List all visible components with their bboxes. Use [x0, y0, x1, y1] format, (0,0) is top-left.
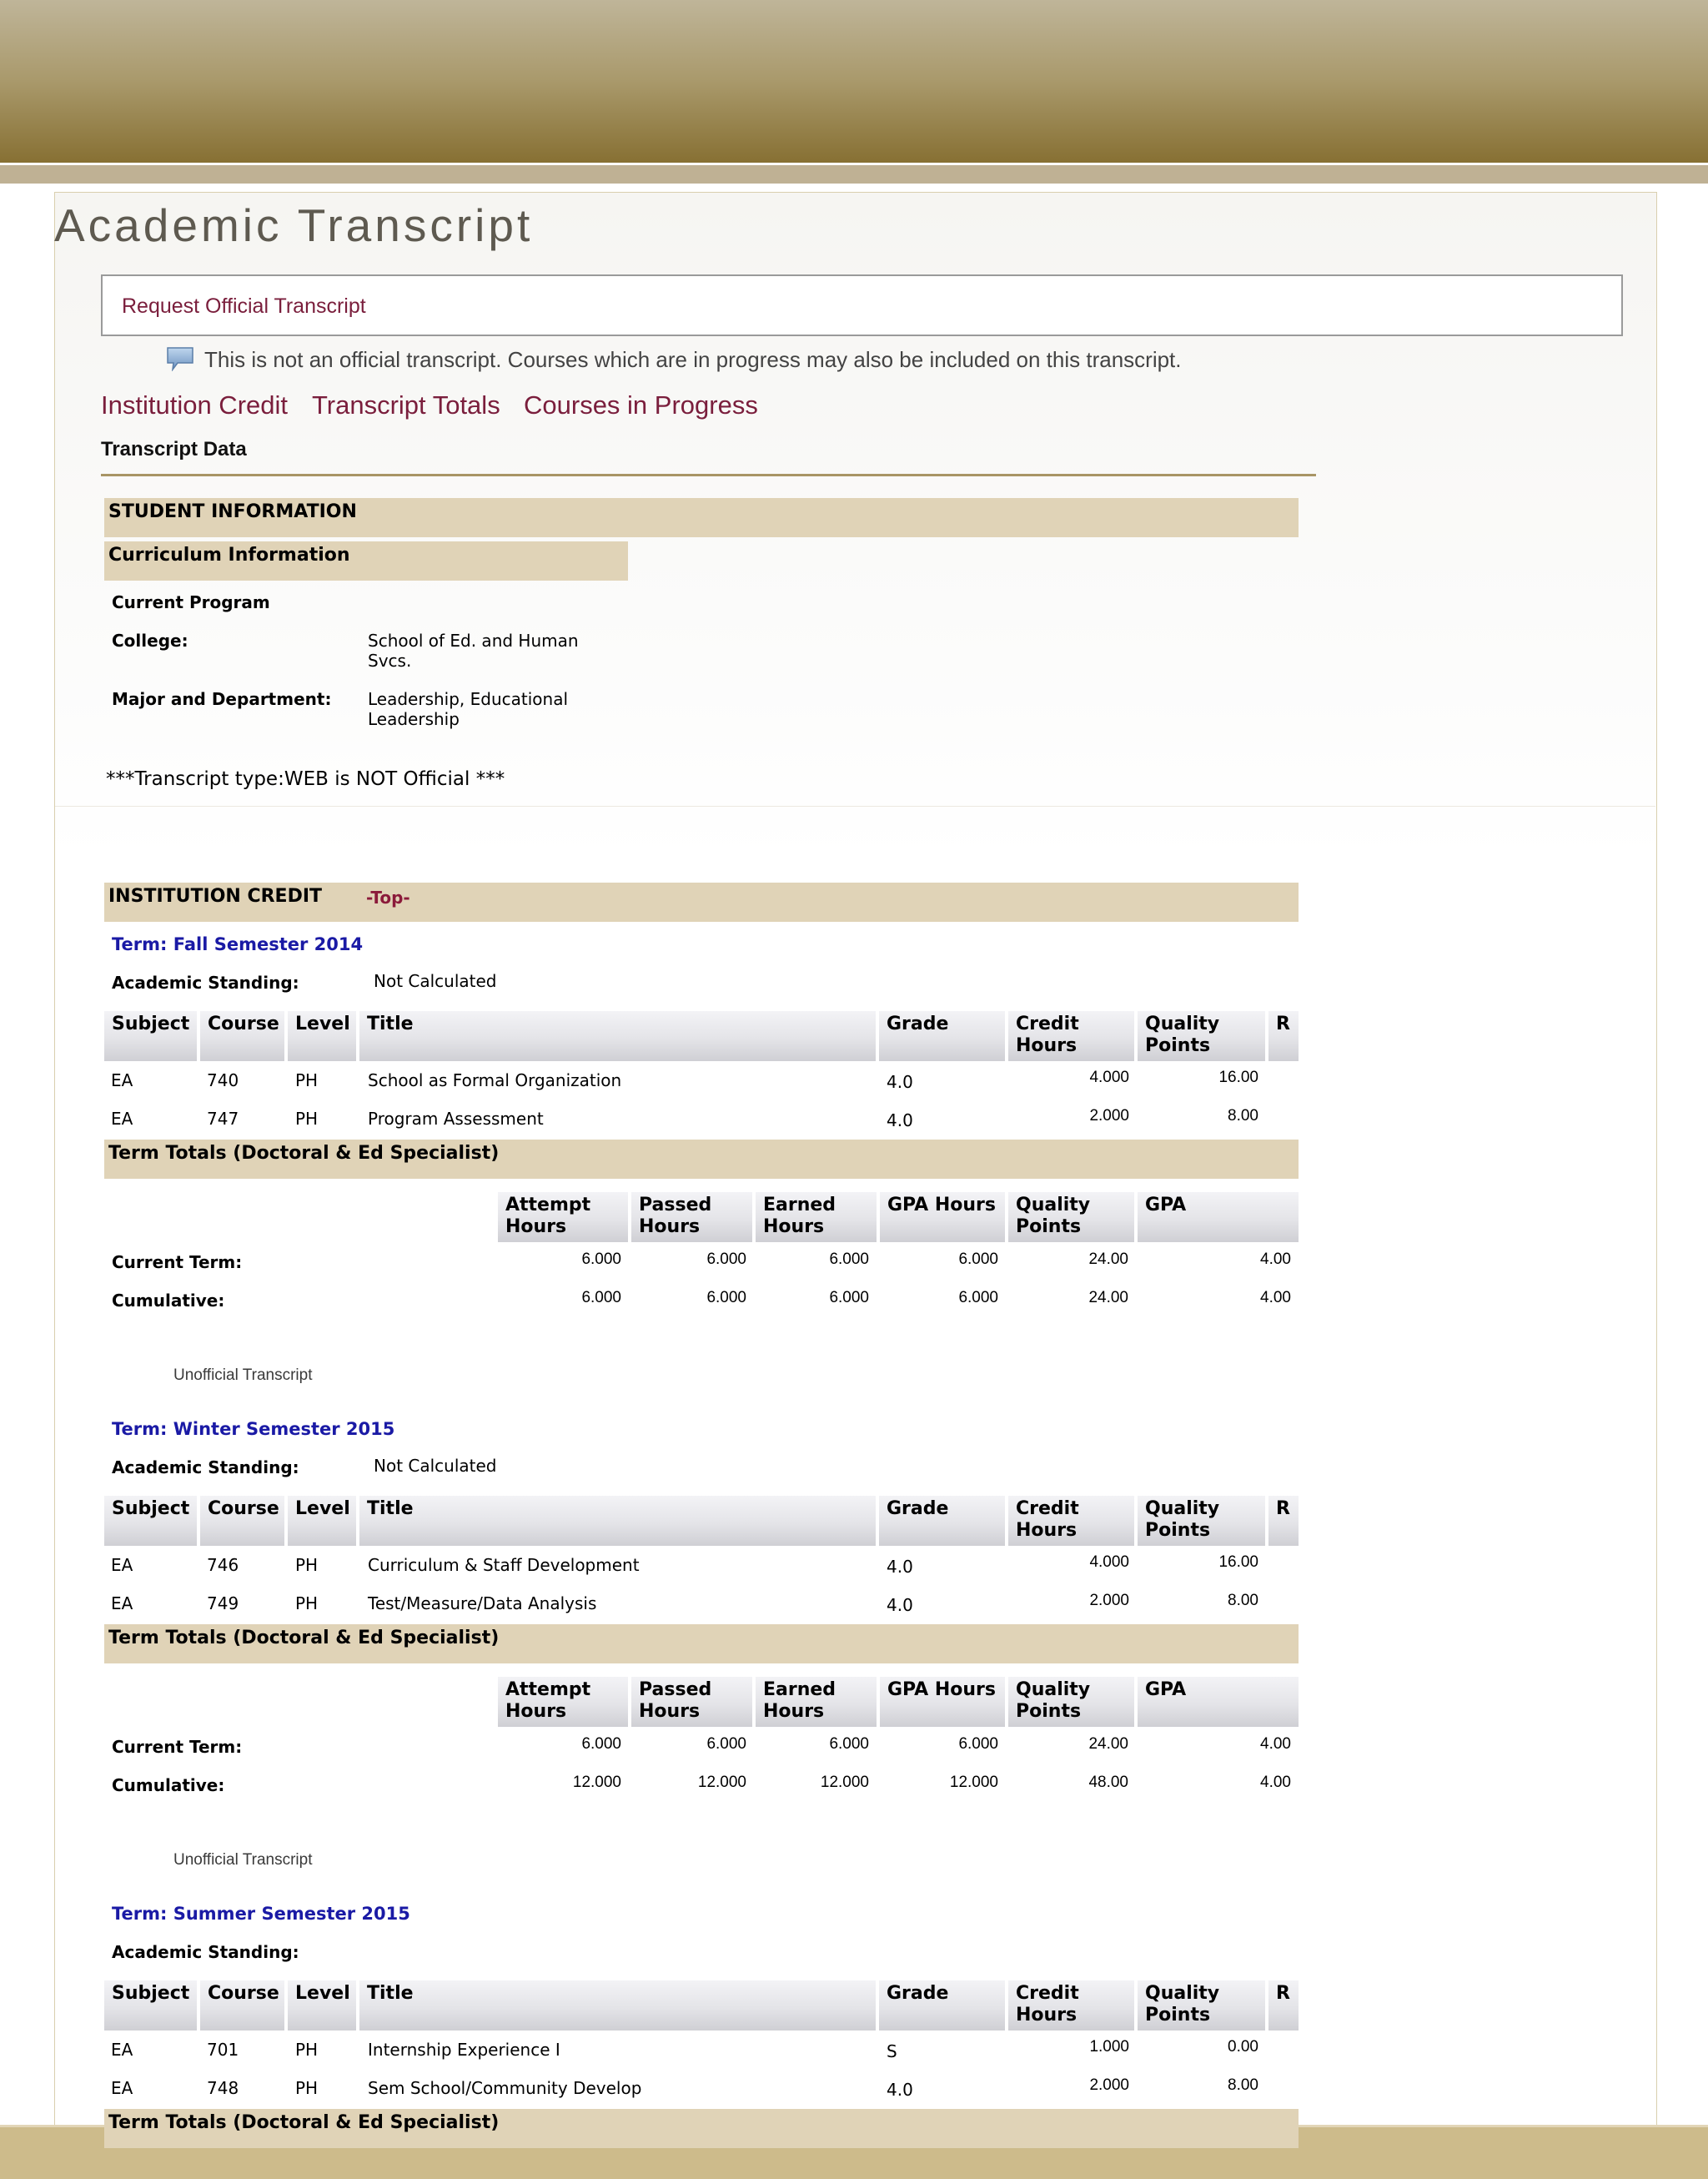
speech-bubble-icon — [166, 346, 194, 375]
course-credit-hours: 2.000 — [1089, 1592, 1129, 1609]
totals-header-1: Passed Hours — [631, 1192, 752, 1242]
course-number: 747 — [207, 1109, 239, 1129]
cumulative-value: 6.000 — [706, 1289, 746, 1306]
totals-header-0: Attempt Hours — [498, 1192, 628, 1242]
cumulative-value: 4.00 — [1260, 1774, 1291, 1791]
course-header-6: Quality Points — [1138, 1011, 1265, 1061]
course-number: 701 — [207, 2040, 239, 2060]
term-totals-band — [104, 2109, 1299, 2148]
course-title: Sem School/Community Develop — [368, 2078, 642, 2098]
academic-standing-value: Not Calculated — [374, 971, 497, 991]
term-link[interactable]: Term: Summer Semester 2015 — [112, 1904, 410, 1924]
current-term-value: 6.000 — [581, 1251, 621, 1268]
totals-header-0: Attempt Hours — [498, 1677, 628, 1727]
term-link[interactable]: Term: Winter Semester 2015 — [112, 1419, 395, 1439]
nav-transcript-totals[interactable]: Transcript Totals — [312, 390, 500, 420]
course-subject: EA — [111, 1593, 133, 1613]
curriculum-information-band — [104, 541, 628, 581]
course-header-0: Subject — [104, 1011, 197, 1061]
cumulative-value: 6.000 — [581, 1289, 621, 1306]
course-header-7: R — [1268, 1496, 1299, 1546]
current-term-value: 4.00 — [1260, 1251, 1291, 1268]
current-term-label: Current Term: — [112, 1737, 243, 1757]
cumulative-value: 6.000 — [958, 1289, 998, 1306]
major-value-line1: Leadership, Educational — [368, 689, 569, 709]
course-level: PH — [295, 2040, 319, 2060]
course-header-3: Title — [359, 1011, 876, 1061]
totals-header-5: GPA — [1138, 1677, 1299, 1727]
unofficial-transcript-label: Unofficial Transcript — [173, 1366, 313, 1384]
term-totals-heading: Term Totals (Doctoral & Ed Specialist) — [108, 1628, 500, 1648]
course-level: PH — [295, 2078, 319, 2098]
course-header-7: R — [1268, 1011, 1299, 1061]
course-subject: EA — [111, 2040, 133, 2060]
course-credit-hours: 4.000 — [1089, 1069, 1129, 1086]
course-header-4: Grade — [879, 1980, 1005, 2031]
course-level: PH — [295, 1109, 319, 1129]
current-program-label: Current Program — [112, 592, 270, 612]
course-credit-hours: 2.000 — [1089, 2076, 1129, 2094]
cumulative-value: 12.000 — [572, 1774, 621, 1791]
cumulative-value: 12.000 — [820, 1774, 869, 1791]
course-number: 749 — [207, 1593, 239, 1613]
course-subject: EA — [111, 2078, 133, 2098]
course-quality-points: 8.00 — [1228, 1592, 1258, 1609]
totals-header-1: Passed Hours — [631, 1677, 752, 1727]
nav-institution-credit[interactable]: Institution Credit — [101, 390, 288, 420]
course-header-4: Grade — [879, 1011, 1005, 1061]
student-information-heading: STUDENT INFORMATION — [108, 501, 357, 522]
course-title: School as Formal Organization — [368, 1070, 622, 1090]
term-link[interactable]: Term: Fall Semester 2014 — [112, 934, 364, 954]
totals-header-4: Quality Points — [1008, 1677, 1134, 1727]
course-header-7: R — [1268, 1980, 1299, 2031]
major-label: Major and Department: — [112, 689, 332, 709]
course-header-2: Level — [288, 1980, 356, 2031]
cumulative-value: 6.000 — [829, 1289, 869, 1306]
course-quality-points: 0.00 — [1228, 2038, 1258, 2056]
curriculum-information-heading: Curriculum Information — [108, 545, 350, 566]
course-header-4: Grade — [879, 1496, 1005, 1546]
course-credit-hours: 1.000 — [1089, 2038, 1129, 2056]
course-grade: 4.0 — [887, 1557, 913, 1577]
cumulative-value: 4.00 — [1260, 1289, 1291, 1306]
cumulative-value: 12.000 — [697, 1774, 746, 1791]
cumulative-value: 12.000 — [949, 1774, 998, 1791]
current-term-value: 6.000 — [829, 1251, 869, 1268]
course-header-1: Course — [200, 1496, 284, 1546]
cumulative-value: 48.00 — [1088, 1774, 1128, 1791]
term-totals-heading: Term Totals (Doctoral & Ed Specialist) — [108, 2112, 500, 2133]
current-term-value: 6.000 — [829, 1735, 869, 1753]
course-grade: 4.0 — [887, 2080, 913, 2100]
course-credit-hours: 4.000 — [1089, 1553, 1129, 1571]
course-header-3: Title — [359, 1980, 876, 2031]
banner-divider — [0, 165, 1708, 184]
major-value-line2: Leadership — [368, 709, 460, 729]
course-credit-hours: 2.000 — [1089, 1107, 1129, 1125]
totals-header-3: GPA Hours — [880, 1192, 1005, 1242]
current-term-value: 4.00 — [1260, 1735, 1291, 1753]
nav-courses-in-progress[interactable]: Courses in Progress — [524, 390, 758, 420]
college-label: College: — [112, 631, 188, 651]
course-title: Test/Measure/Data Analysis — [368, 1593, 597, 1613]
course-level: PH — [295, 1593, 319, 1613]
course-quality-points: 16.00 — [1218, 1553, 1258, 1571]
current-term-value: 24.00 — [1088, 1735, 1128, 1753]
term-totals-band — [104, 1140, 1299, 1179]
course-number: 740 — [207, 1070, 239, 1090]
current-term-value: 6.000 — [581, 1735, 621, 1753]
current-term-value: 24.00 — [1088, 1251, 1128, 1268]
course-header-5: Credit Hours — [1008, 1980, 1134, 2031]
course-header-3: Title — [359, 1496, 876, 1546]
course-header-6: Quality Points — [1138, 1980, 1265, 2031]
course-quality-points: 8.00 — [1228, 2076, 1258, 2094]
course-level: PH — [295, 1555, 319, 1575]
course-quality-points: 16.00 — [1218, 1069, 1258, 1086]
totals-header-2: Earned Hours — [756, 1677, 877, 1727]
course-title: Program Assessment — [368, 1109, 544, 1129]
course-subject: EA — [111, 1109, 133, 1129]
course-grade: 4.0 — [887, 1595, 913, 1615]
course-header-0: Subject — [104, 1980, 197, 2031]
top-link[interactable]: -Top- — [366, 888, 410, 908]
request-official-transcript-link[interactable]: Request Official Transcript — [122, 294, 366, 318]
academic-standing-value: Not Calculated — [374, 1456, 497, 1476]
course-header-6: Quality Points — [1138, 1496, 1265, 1546]
academic-standing-label: Academic Standing: — [112, 973, 299, 993]
course-grade: 4.0 — [887, 1072, 913, 1092]
current-term-value: 6.000 — [706, 1251, 746, 1268]
course-header-5: Credit Hours — [1008, 1496, 1134, 1546]
course-subject: EA — [111, 1555, 133, 1575]
course-number: 746 — [207, 1555, 239, 1575]
term-totals-band — [104, 1624, 1299, 1663]
course-header-1: Course — [200, 1980, 284, 2031]
transcript-type: ***Transcript type:WEB is NOT Official *** — [106, 768, 505, 790]
current-term-value: 6.000 — [958, 1251, 998, 1268]
cumulative-label: Cumulative: — [112, 1775, 225, 1795]
totals-header-3: GPA Hours — [880, 1677, 1005, 1727]
totals-header-2: Earned Hours — [756, 1192, 877, 1242]
course-grade: S — [887, 2041, 897, 2061]
top-banner — [0, 0, 1708, 163]
college-value-line1: School of Ed. and Human — [368, 631, 579, 651]
page-title: Academic Transcript — [54, 199, 534, 251]
totals-header-5: GPA — [1138, 1192, 1299, 1242]
course-title: Internship Experience I — [368, 2040, 560, 2060]
course-header-2: Level — [288, 1011, 356, 1061]
section-heading: Transcript Data — [101, 438, 247, 460]
college-value-line2: Svcs. — [368, 651, 412, 671]
current-term-value: 6.000 — [706, 1735, 746, 1753]
course-header-1: Course — [200, 1011, 284, 1061]
term-totals-heading: Term Totals (Doctoral & Ed Specialist) — [108, 1143, 500, 1164]
institution-credit-heading: INSTITUTION CREDIT — [108, 886, 323, 907]
cumulative-value: 24.00 — [1088, 1289, 1128, 1306]
course-subject: EA — [111, 1070, 133, 1090]
current-term-label: Current Term: — [112, 1252, 243, 1272]
course-header-5: Credit Hours — [1008, 1011, 1134, 1061]
student-information-band — [104, 498, 1299, 537]
academic-standing-label: Academic Standing: — [112, 1457, 299, 1477]
course-header-2: Level — [288, 1496, 356, 1546]
section-rule — [101, 474, 1316, 476]
course-quality-points: 8.00 — [1228, 1107, 1258, 1125]
course-number: 748 — [207, 2078, 239, 2098]
course-grade: 4.0 — [887, 1110, 913, 1130]
unofficial-transcript-label: Unofficial Transcript — [173, 1851, 313, 1869]
institution-credit-band — [104, 883, 1299, 922]
course-level: PH — [295, 1070, 319, 1090]
academic-standing-label: Academic Standing: — [112, 1942, 299, 1962]
course-header-0: Subject — [104, 1496, 197, 1546]
unofficial-notice: This is not an official transcript. Courses which are in progress may also be included on this transcript. — [204, 347, 1182, 372]
course-title: Curriculum & Staff Development — [368, 1555, 640, 1575]
section-separator — [55, 806, 1655, 807]
current-term-value: 6.000 — [958, 1735, 998, 1753]
cumulative-label: Cumulative: — [112, 1291, 225, 1311]
totals-header-4: Quality Points — [1008, 1192, 1134, 1242]
request-transcript-box — [101, 274, 1623, 336]
